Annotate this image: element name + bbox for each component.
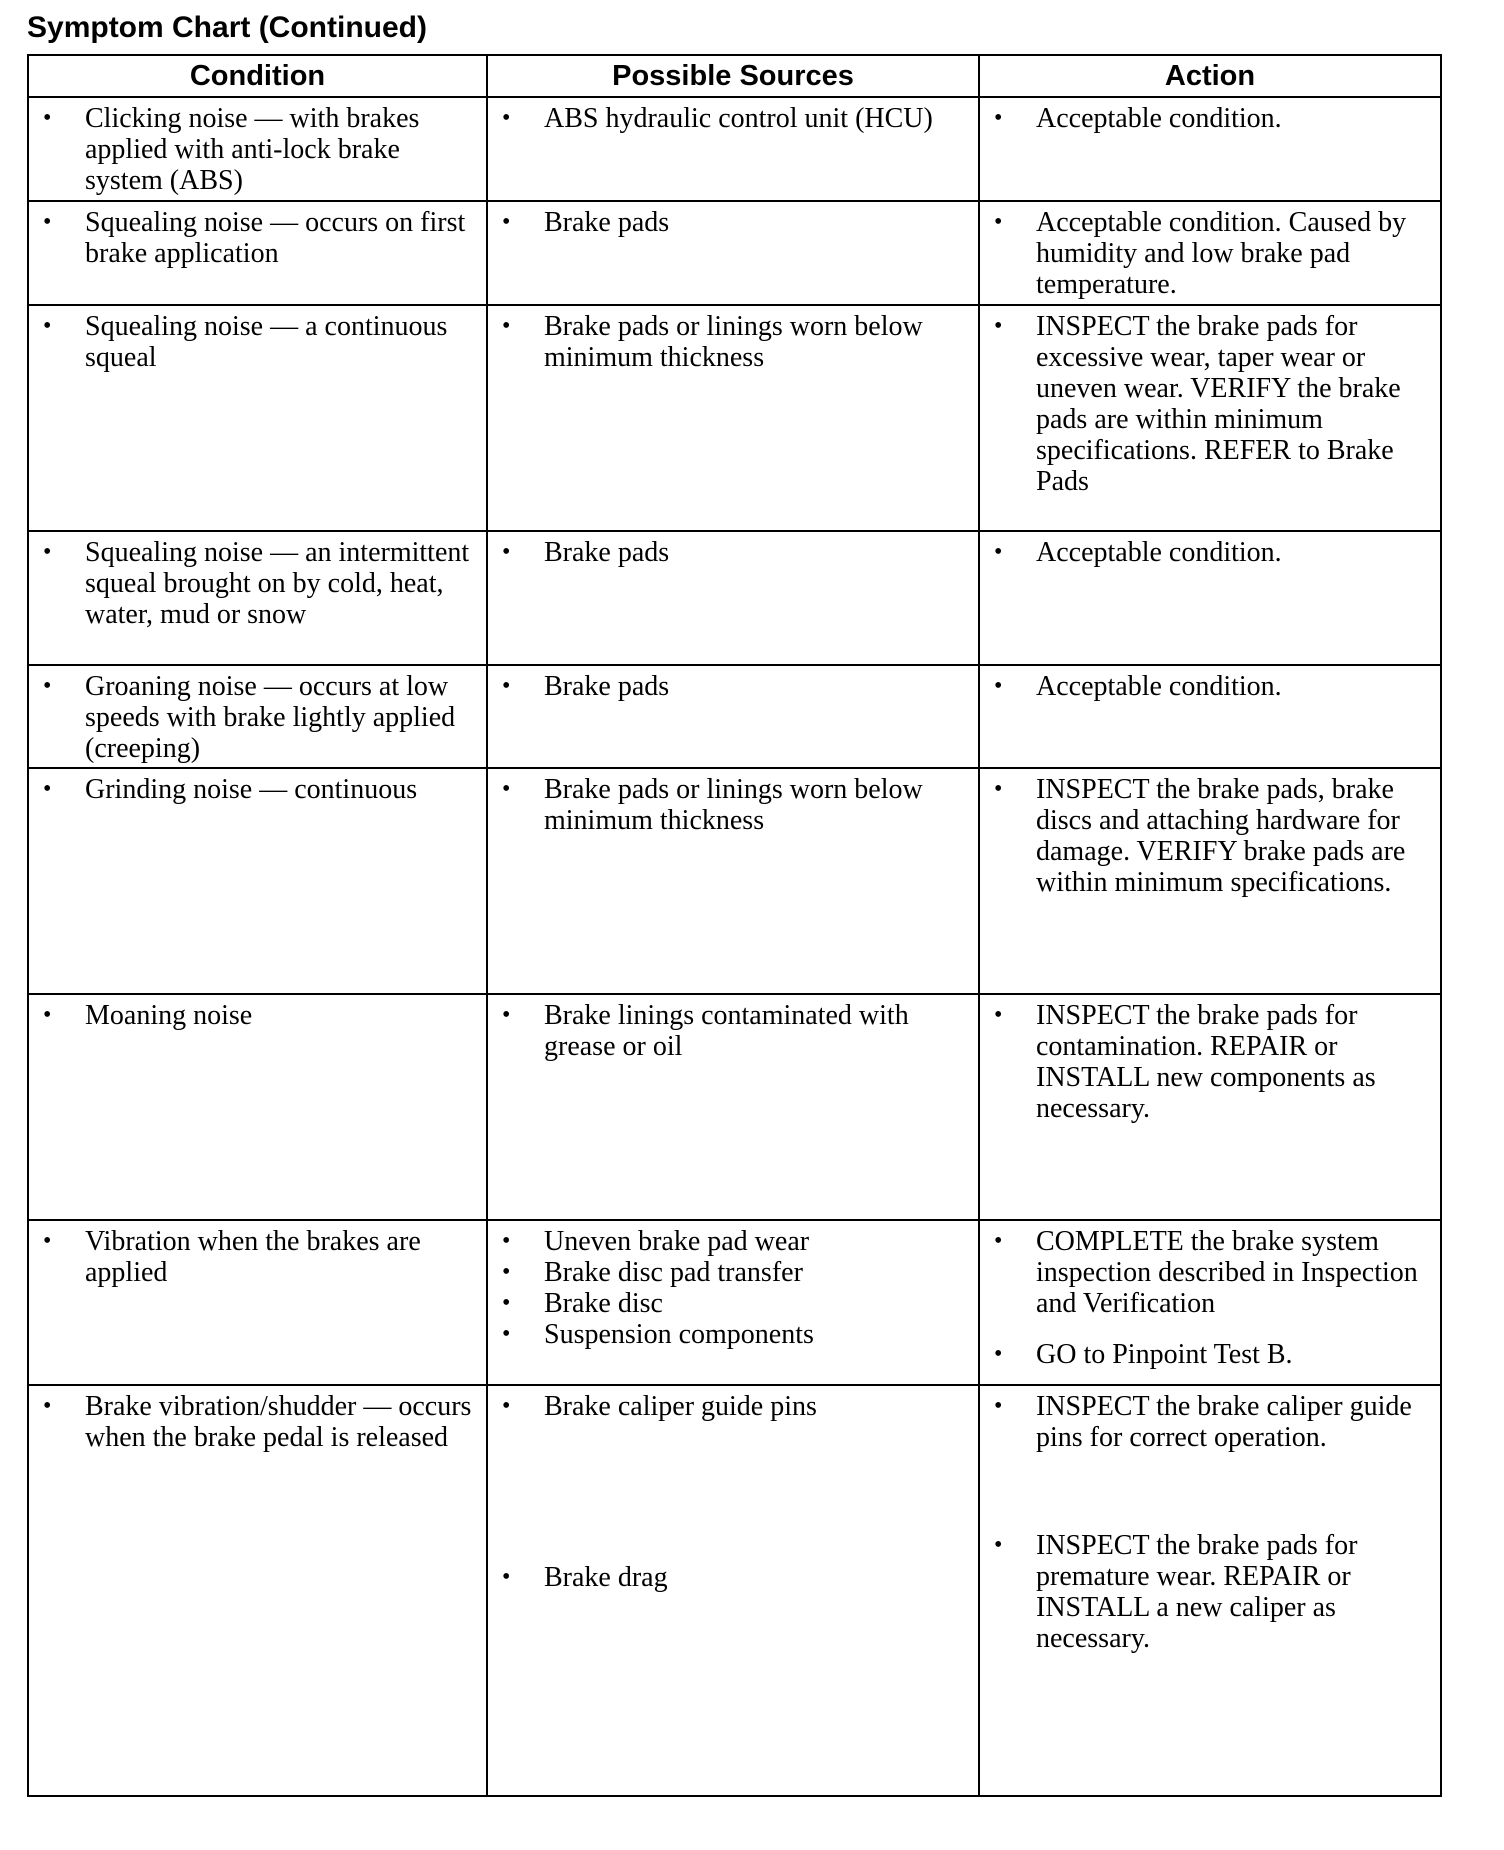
condition-item: • Squealing noise — occurs on first brake application (43, 207, 466, 269)
header-action: Action (979, 55, 1441, 97)
condition-item: • Brake vibration/shudder — occurs when the brake pedal is released (43, 1391, 472, 1453)
action-cell (979, 97, 1441, 201)
condition-cell (28, 665, 487, 768)
condition-cell (28, 1220, 487, 1385)
bullet-icon: • (502, 1321, 511, 1347)
bullet-icon: • (994, 209, 1003, 235)
bullet-icon: • (502, 1393, 511, 1419)
condition-item: • Vibration when the brakes are applied (43, 1226, 421, 1288)
condition-item: • Moaning noise (43, 1000, 253, 1031)
table-row (28, 305, 1441, 531)
action-item: • INSPECT the brake pads for excessive wear, taper wear or uneven wear. VERIFY the brake pads are within minimum specifications. REFER to Brake Pads (994, 311, 1401, 497)
table-row (28, 665, 1441, 768)
source-item: • ABS hydraulic control unit (HCU) (502, 103, 933, 134)
table-row (28, 994, 1441, 1220)
action-item: • Acceptable condition. Caused by humidity and low brake pad temperature. (994, 207, 1407, 300)
action-cell (979, 201, 1441, 305)
action-item: • INSPECT the brake caliper guide pins for correct operation. (994, 1391, 1412, 1453)
action-cell (979, 531, 1441, 665)
sources-cell (487, 201, 979, 305)
table-row (28, 531, 1441, 665)
bullet-icon: • (502, 1228, 511, 1254)
action-cell (979, 1220, 1441, 1385)
source-item: • Brake drag (502, 1562, 668, 1593)
sources-cell (487, 1220, 979, 1385)
action-item: • GO to Pinpoint Test B. (994, 1339, 1293, 1370)
source-item: • Brake pads (502, 671, 670, 702)
bullet-icon: • (994, 1532, 1003, 1558)
sources-cell (487, 994, 979, 1220)
action-item: • INSPECT the brake pads for contamination. REPAIR or INSTALL new components as necessary. (994, 1000, 1376, 1124)
table-row (28, 97, 1441, 201)
action-cell (979, 768, 1441, 994)
bullet-icon: • (43, 673, 52, 699)
action-cell (979, 305, 1441, 531)
bullet-icon: • (43, 105, 52, 131)
bullet-icon: • (994, 105, 1003, 131)
source-item: • Uneven brake pad wear (502, 1226, 810, 1257)
bullet-icon: • (502, 1259, 511, 1285)
source-item: • Suspension components (502, 1319, 814, 1350)
condition-item: • Squealing noise — an intermittent squeal brought on by cold, heat, water, mud or snow (43, 537, 470, 630)
bullet-icon: • (994, 776, 1003, 802)
bullet-icon: • (43, 313, 52, 339)
sources-cell (487, 1385, 979, 1796)
bullet-icon: • (502, 1002, 511, 1028)
action-cell (979, 994, 1441, 1220)
source-item: • Brake pads (502, 207, 670, 238)
action-item: • Acceptable condition. (994, 103, 1282, 134)
spacer (488, 1422, 978, 1562)
condition-cell (28, 201, 487, 305)
action-item: • INSPECT the brake pads for premature wear. REPAIR or INSTALL a new caliper as necessary. (994, 1530, 1358, 1654)
bullet-icon: • (502, 776, 511, 802)
page-title: Symptom Chart (Continued) (27, 11, 427, 44)
bullet-icon: • (994, 1341, 1003, 1367)
bullet-icon: • (502, 1290, 511, 1316)
bullet-icon: • (502, 539, 511, 565)
bullet-icon: • (43, 1228, 52, 1254)
condition-item: • Grinding noise — continuous (43, 774, 418, 805)
action-item: • Acceptable condition. (994, 671, 1282, 702)
bullet-icon: • (43, 209, 52, 235)
bullet-icon: • (43, 776, 52, 802)
action-cell (979, 665, 1441, 768)
bullet-icon: • (43, 1002, 52, 1028)
sources-cell (487, 531, 979, 665)
condition-item: • Clicking noise — with brakes applied with anti-lock brake system (ABS) (43, 103, 420, 196)
table-row (28, 201, 1441, 305)
condition-item: • Squealing noise — a continuous squeal (43, 311, 448, 373)
sources-cell (487, 305, 979, 531)
bullet-icon: • (502, 673, 511, 699)
condition-cell (28, 531, 487, 665)
spacer (980, 1453, 1440, 1530)
bullet-icon: • (994, 1002, 1003, 1028)
bullet-icon: • (502, 313, 511, 339)
action-cell (979, 1385, 1441, 1796)
source-item: • Brake disc pad transfer (502, 1257, 803, 1288)
bullet-icon: • (43, 539, 52, 565)
source-item: • Brake linings contaminated with grease or oil (502, 1000, 909, 1062)
condition-item: • Groaning noise — occurs at low speeds with brake lightly applied (creeping) (43, 671, 456, 764)
header-possible-sources: Possible Sources (487, 55, 979, 97)
bullet-icon: • (502, 105, 511, 131)
bullet-icon: • (994, 539, 1003, 565)
bullet-icon: • (502, 1564, 511, 1590)
bullet-icon: • (502, 209, 511, 235)
bullet-icon: • (994, 313, 1003, 339)
condition-cell (28, 97, 487, 201)
header-condition: Condition (28, 55, 487, 97)
spacer (980, 1319, 1440, 1339)
bullet-icon: • (994, 673, 1003, 699)
table-row (28, 1385, 1441, 1796)
condition-cell (28, 768, 487, 994)
source-item: • Brake pads or linings worn below minimum thickness (502, 774, 923, 836)
bullet-icon: • (43, 1393, 52, 1419)
header-row (28, 55, 1441, 97)
condition-cell (28, 994, 487, 1220)
table-row (28, 1220, 1441, 1385)
sources-cell (487, 665, 979, 768)
bullet-icon: • (994, 1228, 1003, 1254)
action-item: • INSPECT the brake pads, brake discs and attaching hardware for damage. VERIFY brake pads are within minimum specifications. (994, 774, 1406, 898)
sources-cell (487, 768, 979, 994)
condition-cell (28, 305, 487, 531)
action-item: • Acceptable condition. (994, 537, 1282, 568)
source-item: • Brake disc (502, 1288, 663, 1319)
action-item: • COMPLETE the brake system inspection described in Inspection and Verification (994, 1226, 1418, 1319)
sources-cell (487, 97, 979, 201)
bullet-icon: • (994, 1393, 1003, 1419)
condition-cell (28, 1385, 487, 1796)
source-item: • Brake pads (502, 537, 670, 568)
symptom-table (27, 54, 1442, 1797)
source-item: • Brake pads or linings worn below minimum thickness (502, 311, 923, 373)
source-item: • Brake caliper guide pins (502, 1391, 817, 1422)
table-row (28, 768, 1441, 994)
